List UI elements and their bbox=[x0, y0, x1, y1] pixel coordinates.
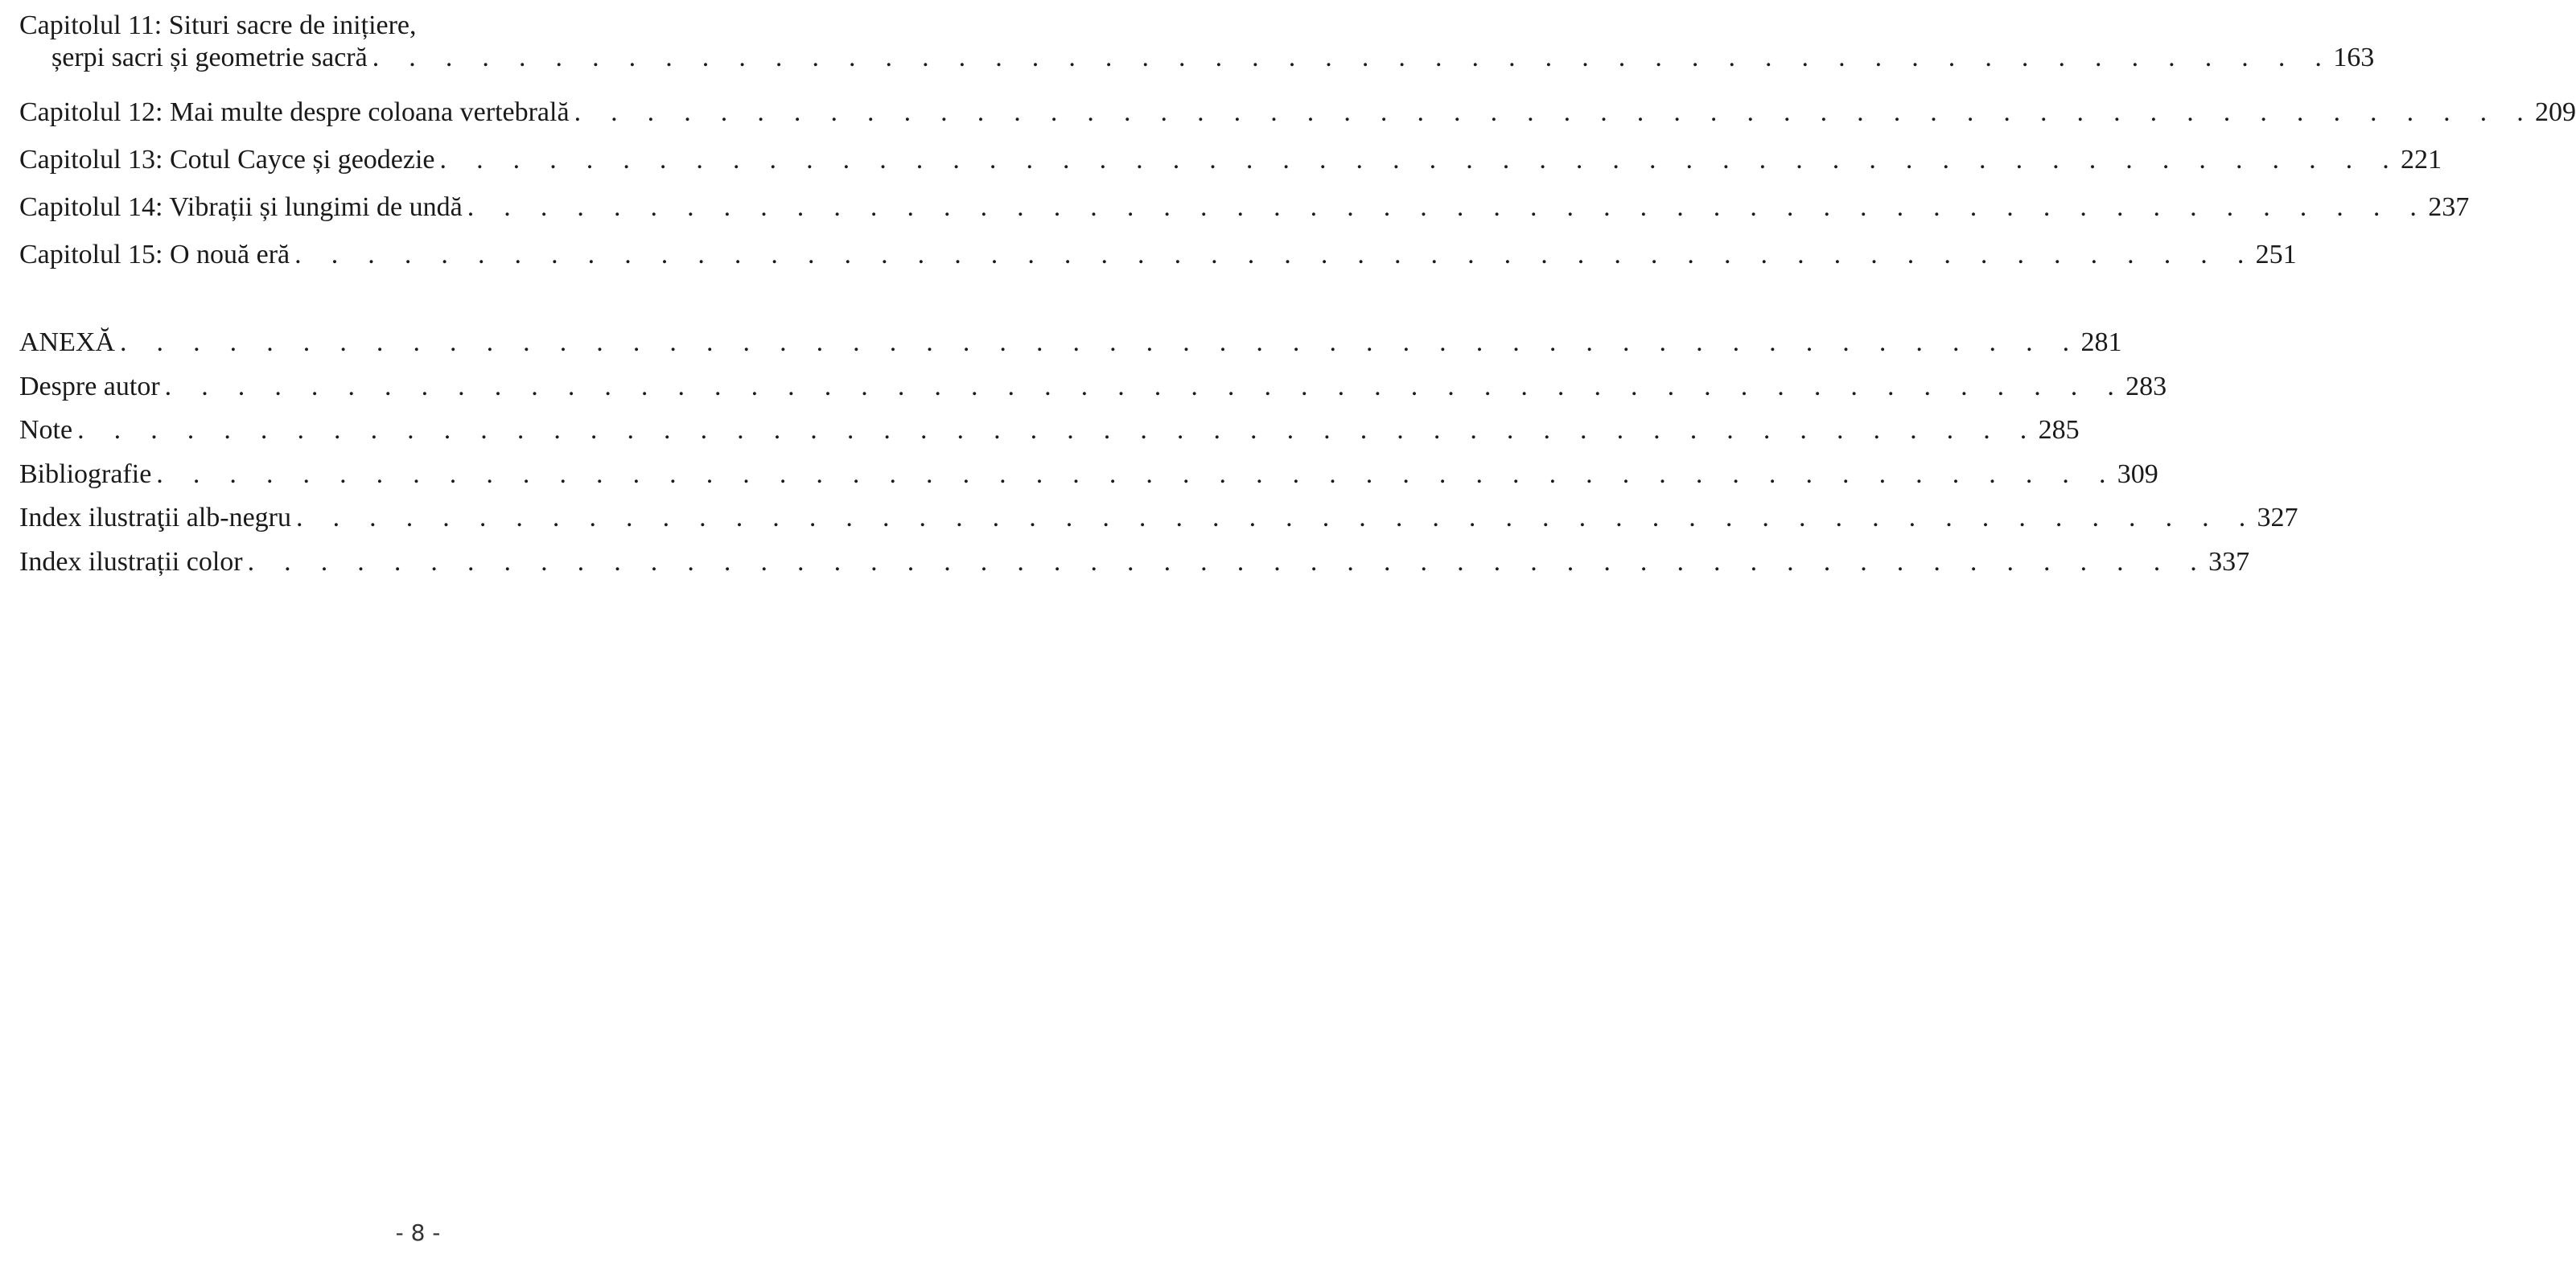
toc-entry-chapter-15[interactable] bbox=[19, 239, 2297, 271]
leader-dots: . . . . . . . . . . . . . . . . . . . . . . . . . . . . . . . . . . . . . . . . . . . . . . . . . . . . . . bbox=[296, 503, 2257, 532]
toc-entry-bibliografie[interactable] bbox=[19, 458, 2158, 491]
toc-entry-title-line2: șerpi sacri și geometrie sacră bbox=[51, 43, 368, 72]
toc-entry-page: 251 bbox=[2255, 240, 2297, 269]
toc-entry-page: 309 bbox=[2117, 459, 2158, 489]
leader-dots: . . . . . . . . . . . . . . . . . . . . . . . . . . . . . . . . . . . . . . . . . . . . . . . . . . . . . . bbox=[156, 459, 2117, 489]
toc-entry-page: 285 bbox=[2038, 415, 2080, 445]
leader-dots: . . . . . . . . . . . . . . . . . . . . . . . . . . . . . . . . . . . . . . . . . . . . . . . . . . . . . . bbox=[439, 145, 2401, 175]
leader-dots: . . . . . . . . . . . . . . . . . . . . . . . . . . . . . . . . . . . . . . . . . . . . . . . . . . . . . . bbox=[247, 547, 2209, 577]
toc-entry-title-line1: Capitolul 11: Situri sacre de inițiere, bbox=[19, 10, 417, 40]
toc-entry-page: 327 bbox=[2257, 503, 2298, 532]
toc-entry-title: Capitolul 12: Mai multe despre coloana vertebrală bbox=[19, 97, 570, 127]
leader-dots: . . . . . . . . . . . . . . . . . . . . . . . . . . . . . . . . . . . . . . . . . . . . . . . . . . . . . . bbox=[372, 43, 2334, 72]
toc-entry-page: 337 bbox=[2208, 547, 2250, 577]
toc-entry-title: Index ilustraţii alb-negru bbox=[19, 503, 292, 532]
leader-dots: . . . . . . . . . . . . . . . . . . . . . . . . . . . . . . . . . . . . . . . . . . . . . . . . . . . . . . bbox=[119, 327, 2081, 357]
toc-entry-title: ANEXĂ bbox=[19, 327, 115, 357]
toc-entry-chapter-14[interactable] bbox=[19, 191, 2470, 224]
leader-dots: . . . . . . . . . . . . . . . . . . . . . . . . . . . . . . . . . . . . . . . . . . . . . . . . . . . . . . bbox=[77, 415, 2039, 445]
toc-entry-page: 281 bbox=[2080, 327, 2122, 357]
leader-dots: . . . . . . . . . . . . . . . . . . . . . . . . . . . . . . . . . . . . . . . . . . . . . . . . . . . . . . bbox=[467, 192, 2429, 222]
toc-entry-note[interactable] bbox=[19, 414, 2080, 446]
toc-entry-page: 237 bbox=[2428, 192, 2470, 222]
toc-entry-title: Note bbox=[19, 415, 73, 445]
toc-entry-title: Capitolul 15: O nouă eră bbox=[19, 240, 290, 269]
toc-entry-page: 163 bbox=[2333, 43, 2375, 72]
toc-entry-page: 221 bbox=[2400, 145, 2442, 175]
toc-entry-title: Capitolul 14: Vibrații și lungimi de undă bbox=[19, 192, 463, 222]
leader-dots: . . . . . . . . . . . . . . . . . . . . . . . . . . . . . . . . . . . . . . . . . . . . . . . . . . . . . . bbox=[574, 97, 2536, 127]
toc-entry-chapter-12[interactable] bbox=[19, 97, 2576, 129]
toc-entry-chapter-11[interactable] bbox=[19, 10, 2375, 74]
toc-entry-index-color[interactable] bbox=[19, 546, 2250, 578]
toc-entry-anexa[interactable] bbox=[19, 327, 2122, 359]
page-number: - 8 - bbox=[395, 1219, 441, 1246]
toc-entry-page: 209 bbox=[2535, 97, 2576, 127]
toc-entry-chapter-13[interactable] bbox=[19, 144, 2442, 176]
toc-entry-title: Capitolul 13: Cotul Cayce și geodezie bbox=[19, 145, 435, 175]
toc-entry-title: Index ilustrații color bbox=[19, 547, 243, 577]
toc-entry-title: Despre autor bbox=[19, 372, 160, 401]
toc-entry-title: Bibliografie bbox=[19, 459, 152, 489]
toc-entry-index-alb-negru[interactable] bbox=[19, 502, 2298, 534]
leader-dots: . . . . . . . . . . . . . . . . . . . . . . . . . . . . . . . . . . . . . . . . . . . . . . . . . . . . . . bbox=[164, 372, 2126, 401]
toc-entry-page: 283 bbox=[2125, 372, 2167, 401]
toc-entry-despre-autor[interactable] bbox=[19, 371, 2167, 403]
leader-dots: . . . . . . . . . . . . . . . . . . . . . . . . . . . . . . . . . . . . . . . . . . . . . . . . . . . . . . bbox=[294, 240, 2256, 269]
